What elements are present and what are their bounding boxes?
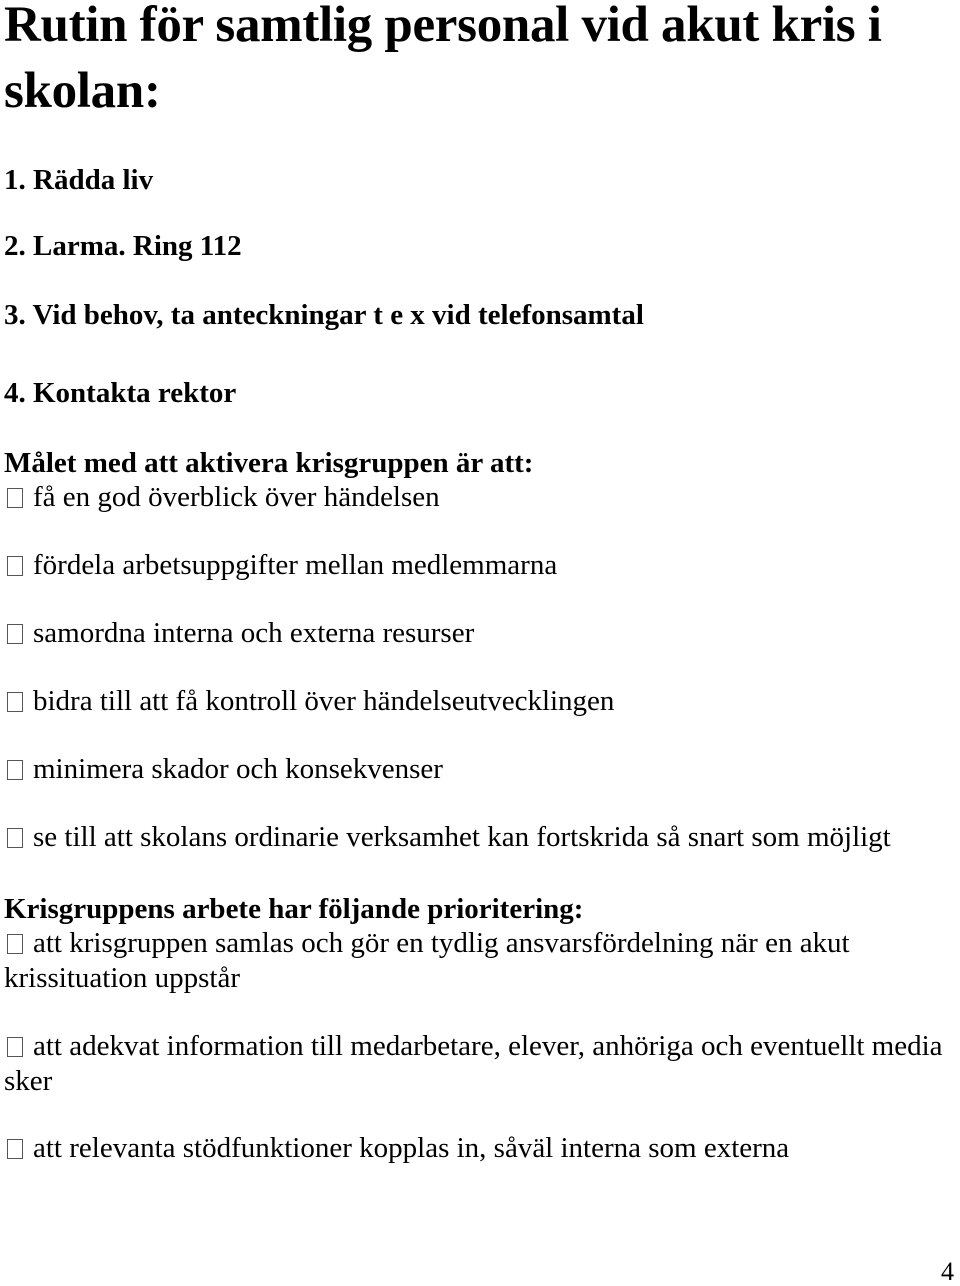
priority-bullet-text: att relevanta stödfunktioner kopplas in, såväl interna som externa: [33, 1132, 790, 1164]
page-number: 4: [941, 1257, 954, 1286]
goal-bullet: [4, 820, 944, 855]
goal-bullet: [4, 616, 944, 651]
goal-heading: Målet med att aktivera krisgruppen är att:: [4, 447, 534, 479]
checkbox-icon: [7, 760, 23, 780]
checkbox-icon: [7, 934, 23, 954]
step-save-life: 1. Rädda liv: [4, 164, 154, 196]
checkbox-icon: [7, 1139, 23, 1159]
page-title: Rutin för samtlig personal vid akut kris i skolan:: [4, 0, 882, 119]
goal-bullet: [4, 684, 944, 719]
priority-bullet-text: att krisgruppen samlas och gör en tydlig ansvarsfördelning när en akut krissituation uppstår: [4, 927, 850, 994]
goal-bullet: [4, 548, 944, 583]
priority-bullet: [4, 1131, 944, 1166]
goal-bullet-text: få en god överblick över händelsen: [33, 481, 440, 513]
checkbox-icon: [7, 624, 23, 644]
checkbox-icon: [7, 692, 23, 712]
priority-bullet: [4, 926, 944, 996]
step-contact-principal: 4. Kontakta rektor: [4, 377, 237, 409]
priority-heading: Krisgruppens arbete har följande prioritering:: [4, 893, 584, 925]
goal-bullet-text: minimera skador och konsekvenser: [33, 753, 443, 785]
goal-bullet: [4, 752, 944, 787]
goal-bullet-text: fördela arbetsuppgifter mellan medlemmarna: [33, 549, 558, 581]
priority-bullet-text: att adekvat information till medarbetare, elever, anhöriga och eventuellt media sker: [4, 1030, 943, 1097]
step-call-alarm: 2. Larma. Ring 112: [4, 230, 242, 262]
step-take-notes: 3. Vid behov, ta anteckningar t e x vid telefonsamtal: [4, 299, 644, 331]
checkbox-icon: [7, 556, 23, 576]
goal-bullet-text: bidra till att få kontroll över händelseutvecklingen: [33, 685, 615, 717]
goal-bullet-text: samordna interna och externa resurser: [33, 617, 475, 649]
checkbox-icon: [7, 1037, 23, 1057]
goal-bullet-text: se till att skolans ordinarie verksamhet kan fortskrida så snart som möjligt: [33, 821, 891, 853]
checkbox-icon: [7, 828, 23, 848]
goal-bullet: [4, 480, 944, 515]
priority-bullet: [4, 1029, 944, 1099]
checkbox-icon: [7, 488, 23, 508]
